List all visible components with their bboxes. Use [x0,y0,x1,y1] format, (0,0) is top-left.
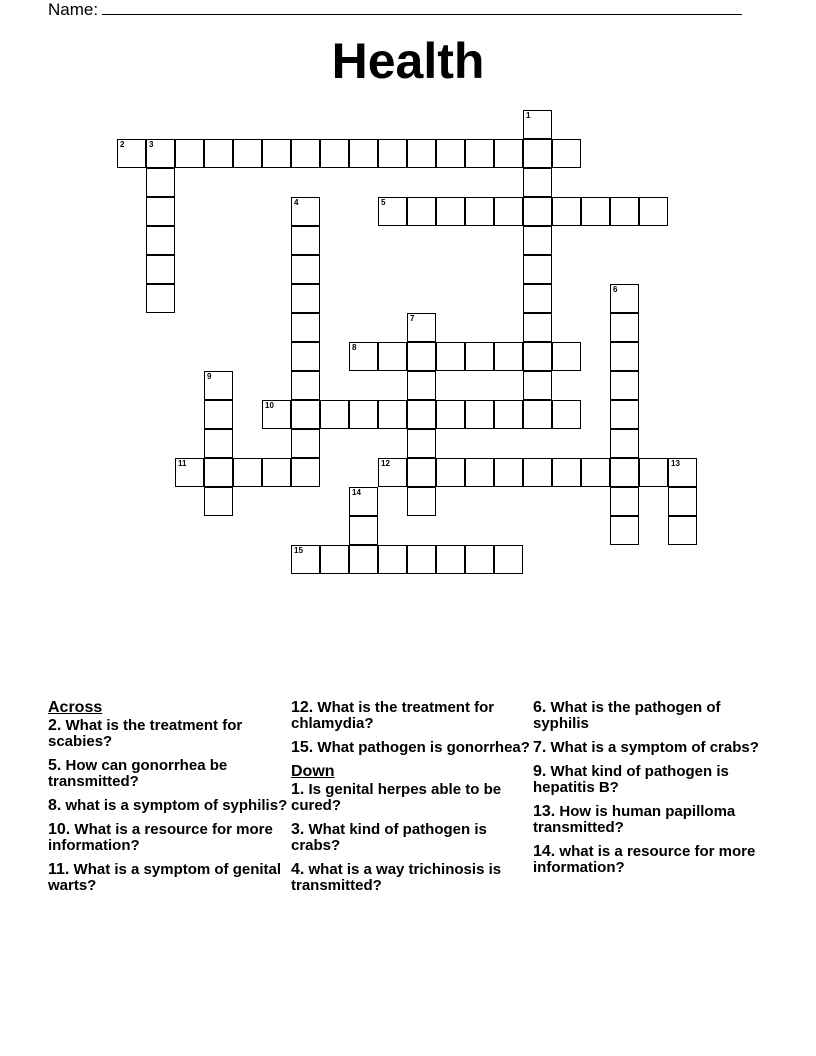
grid-cell[interactable] [378,139,407,168]
cell-number: 14 [352,488,361,497]
grid-cell[interactable] [610,458,639,487]
grid-cell[interactable] [668,516,697,545]
down-clue: 1. Is genital herpes able to be cured? [291,781,502,814]
grid-cell[interactable] [494,458,523,487]
grid-cell[interactable] [610,197,639,226]
grid-cell[interactable] [668,458,697,487]
grid-cell[interactable] [291,255,320,284]
grid-cell[interactable] [407,458,436,487]
grid-cell[interactable] [639,197,668,226]
grid-cell[interactable] [523,371,552,400]
down-clue: 6. What is the pathogen of syphilis [533,699,721,732]
grid-cell[interactable] [349,139,378,168]
grid-cell[interactable] [349,342,378,371]
grid-cell[interactable] [407,197,436,226]
grid-cell[interactable] [291,342,320,371]
page-title: Health [331,33,485,89]
grid-cell[interactable] [204,458,233,487]
grid-cell[interactable] [552,400,581,429]
grid-cell[interactable] [291,313,320,342]
grid-cell[interactable] [349,545,378,574]
grid-cell[interactable] [175,139,204,168]
grid-cell[interactable] [320,139,349,168]
grid-cell[interactable] [262,400,291,429]
across-clue: 10. What is a resource for more information? [48,821,273,854]
grid-cell[interactable] [523,458,552,487]
grid-cell[interactable] [146,284,175,313]
grid-cell[interactable] [494,139,523,168]
grid-cell[interactable] [552,197,581,226]
cell-number: 1 [526,111,531,120]
grid-cell[interactable] [465,342,494,371]
across-clue: 5. How can gonorrhea be transmitted? [48,757,228,790]
grid-cell[interactable] [291,545,320,574]
grid-cell[interactable] [204,487,233,516]
grid-cell[interactable] [436,545,465,574]
across-clue: 2. What is the treatment for scabies? [48,717,243,750]
grid-cell[interactable] [610,284,639,313]
grid-cell[interactable] [407,429,436,458]
cell-number: 8 [352,343,357,352]
across-clue: 12. What is the treatment for chlamydia? [291,699,495,732]
cell-number: 7 [410,314,415,323]
cell-number: 2 [120,140,125,149]
grid-cell[interactable] [204,429,233,458]
cell-number: 12 [381,459,390,468]
grid-cell[interactable] [523,110,552,139]
cell-number: 4 [294,198,299,207]
grid-cell[interactable] [407,342,436,371]
down-clue: 7. What is a symptom of crabs? [533,739,759,756]
cell-number: 3 [149,140,154,149]
grid-cell[interactable] [407,487,436,516]
grid-cell[interactable] [552,342,581,371]
grid-cell[interactable] [291,371,320,400]
grid-cell[interactable] [407,371,436,400]
clue-column-2 [291,700,531,902]
grid-cell[interactable] [436,400,465,429]
grid-cell[interactable] [523,168,552,197]
down-clue: 3. What kind of pathogen is crabs? [291,821,487,854]
grid-cell[interactable] [407,545,436,574]
grid-cell[interactable] [378,458,407,487]
cell-number: 6 [613,285,618,294]
grid-cell[interactable] [320,400,349,429]
grid-cell[interactable] [204,400,233,429]
grid-cell[interactable] [610,516,639,545]
grid-cell[interactable] [407,400,436,429]
grid-cell[interactable] [465,197,494,226]
grid-cell[interactable] [523,342,552,371]
grid-cell[interactable] [436,458,465,487]
grid-cell[interactable] [552,458,581,487]
grid-cell[interactable] [233,458,262,487]
clue-column-3 [533,700,773,884]
grid-cell[interactable] [349,516,378,545]
grid-cell[interactable] [523,226,552,255]
down-clue: 9. What kind of pathogen is hepatitis B? [533,763,729,796]
clue-column-1 [48,700,288,902]
grid-cell[interactable] [465,458,494,487]
grid-cell[interactable] [494,342,523,371]
grid-cell[interactable] [146,255,175,284]
grid-cell[interactable] [204,139,233,168]
grid-cell[interactable] [291,226,320,255]
grid-cell[interactable] [610,487,639,516]
grid-cell[interactable] [349,487,378,516]
grid-cell[interactable] [523,255,552,284]
cell-number: 11 [178,459,187,468]
cell-number: 10 [265,401,274,410]
grid-cell[interactable] [552,139,581,168]
grid-cell[interactable] [523,284,552,313]
grid-cell[interactable] [523,139,552,168]
grid-cell[interactable] [610,400,639,429]
grid-cell[interactable] [291,139,320,168]
down-clue: 13. How is human papilloma transmitted? [533,803,736,836]
grid-cell[interactable] [291,197,320,226]
across-clue: 11. What is a symptom of genital warts? [48,861,282,894]
name-label: Name: [48,0,99,19]
grid-cell[interactable] [407,313,436,342]
grid-cell[interactable] [581,197,610,226]
grid-cell[interactable] [320,545,349,574]
cell-number: 15 [294,546,303,555]
grid-cell[interactable] [465,400,494,429]
grid-cell[interactable] [262,458,291,487]
grid-cell[interactable] [146,226,175,255]
cell-number: 9 [207,372,212,381]
across-heading: Across [48,699,103,716]
across-clue: 15. What pathogen is gonorrhea? [291,739,530,756]
grid-cell[interactable] [407,139,436,168]
grid-cell[interactable] [523,313,552,342]
down-clue: 4. what is a way trichinosis is transmitted? [291,861,502,894]
grid-cell[interactable] [291,458,320,487]
grid-cell[interactable] [117,139,146,168]
grid-cell[interactable] [610,429,639,458]
grid-cell[interactable] [465,545,494,574]
grid-cell[interactable] [349,400,378,429]
grid-cell[interactable] [610,371,639,400]
grid-cell[interactable] [291,400,320,429]
grid-cell[interactable] [291,429,320,458]
down-heading: Down [291,763,335,780]
cell-number: 5 [381,198,386,207]
grid-cell[interactable] [436,197,465,226]
grid-cell[interactable] [523,400,552,429]
grid-cell[interactable] [494,197,523,226]
grid-cell[interactable] [436,342,465,371]
grid-cell[interactable] [581,458,610,487]
grid-cell[interactable] [494,400,523,429]
grid-cell[interactable] [233,139,262,168]
grid-cell[interactable] [378,342,407,371]
grid-cell[interactable] [291,284,320,313]
grid-cell[interactable] [378,545,407,574]
grid-cell[interactable] [610,313,639,342]
grid-cell[interactable] [494,545,523,574]
grid-cell[interactable] [523,197,552,226]
cell-number: 13 [671,459,680,468]
grid-cell[interactable] [146,168,175,197]
grid-cell[interactable] [378,197,407,226]
grid-cell[interactable] [146,139,175,168]
grid-cell[interactable] [146,197,175,226]
across-clue: 8. what is a symptom of syphilis? [48,797,288,814]
grid-cell[interactable] [436,139,465,168]
grid-cell[interactable] [378,400,407,429]
grid-cell[interactable] [262,139,291,168]
grid-cell[interactable] [639,458,668,487]
grid-cell[interactable] [204,371,233,400]
grid-cell[interactable] [175,458,204,487]
grid-cell[interactable] [610,342,639,371]
grid-cell[interactable] [465,139,494,168]
grid-cell[interactable] [668,487,697,516]
down-clue: 14. what is a resource for more information? [533,843,756,876]
